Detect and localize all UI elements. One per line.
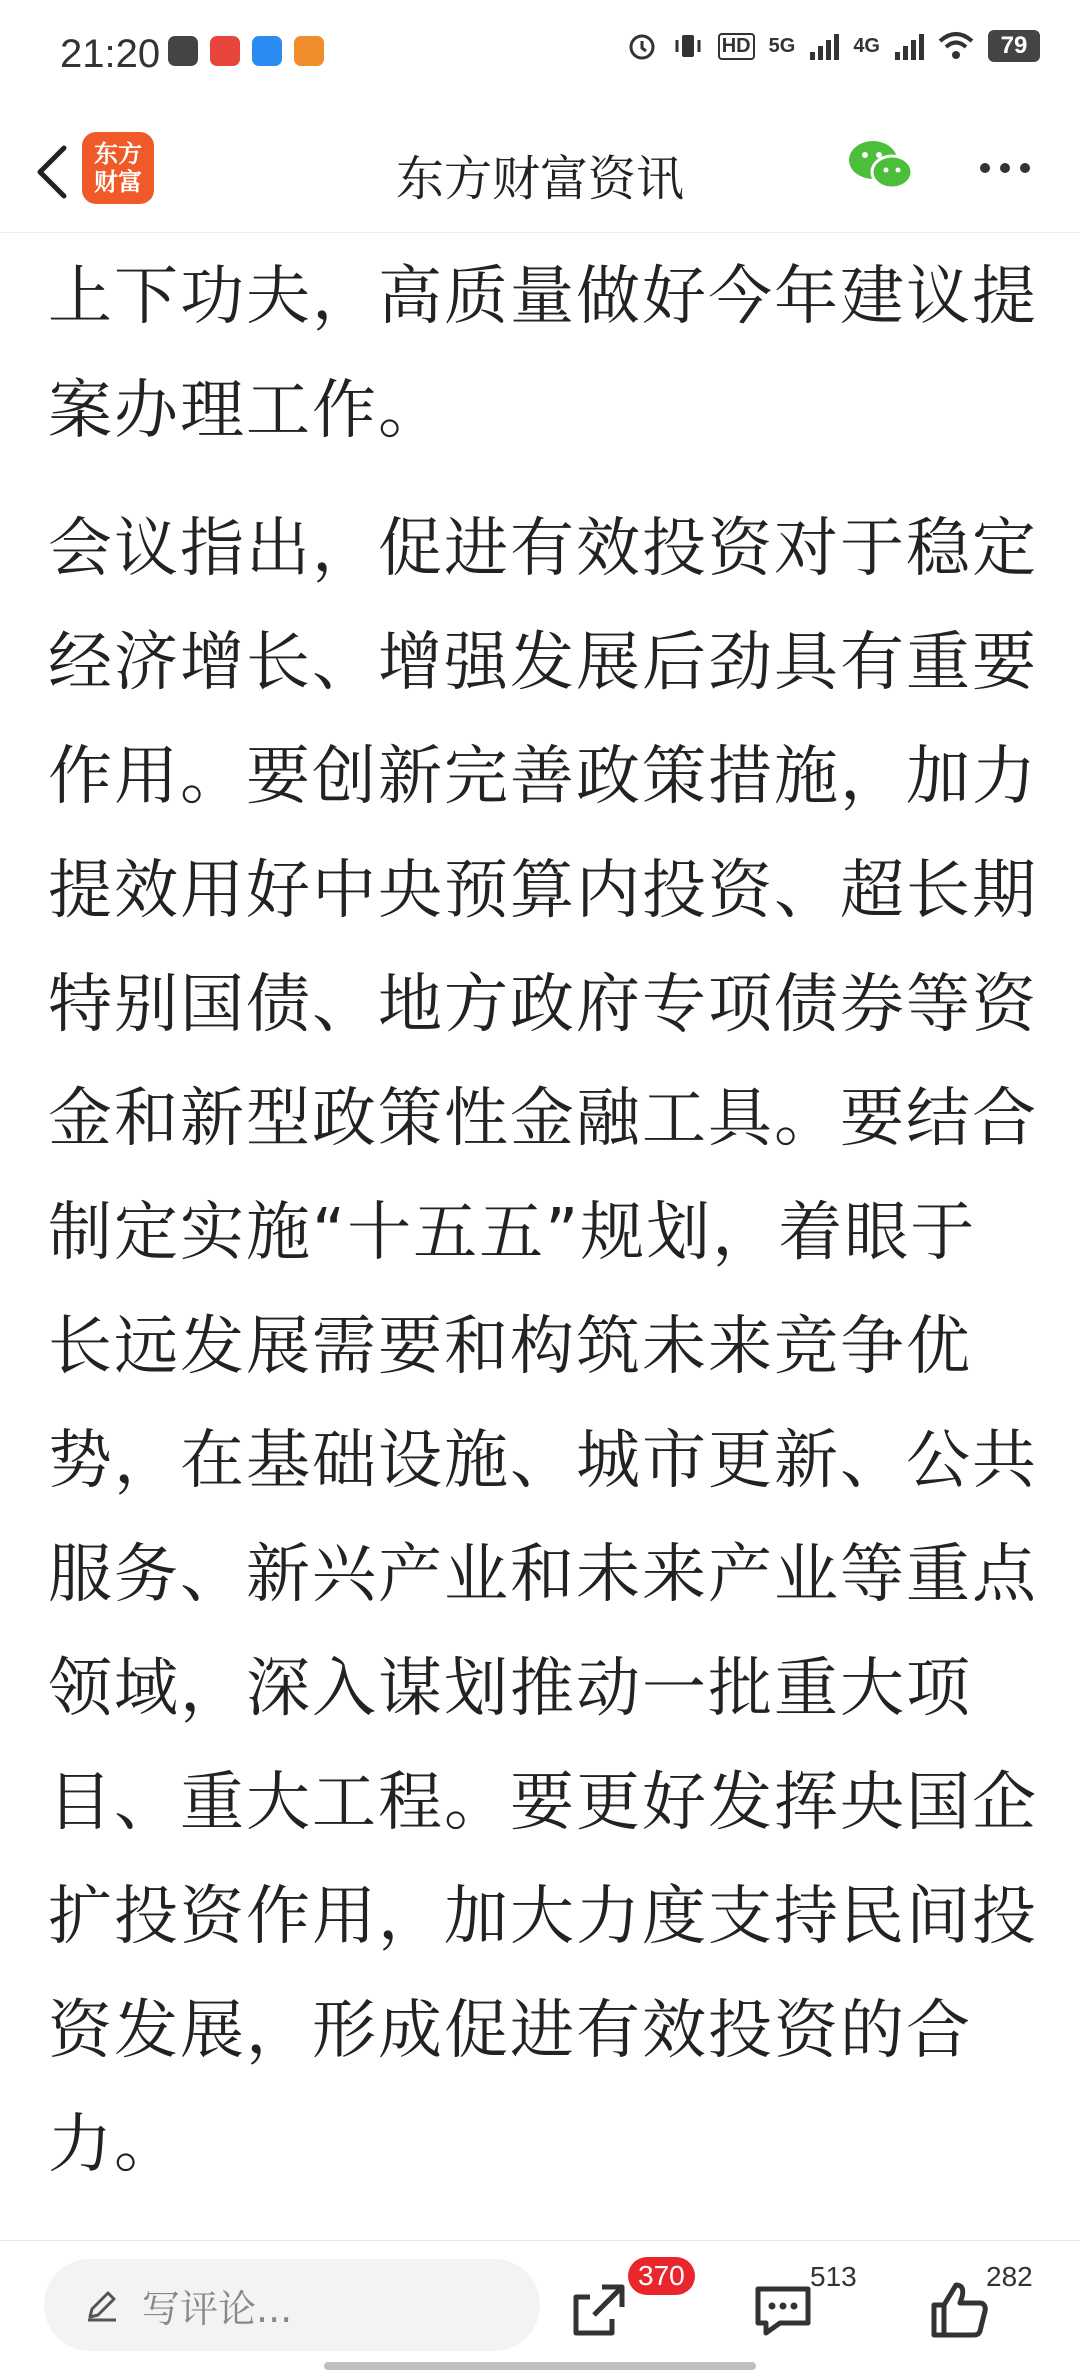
status-indicators xyxy=(626,30,1040,62)
app-notification-icon xyxy=(294,36,324,66)
thumbs-up-icon xyxy=(928,2279,990,2341)
more-dot xyxy=(1000,163,1010,173)
more-dot xyxy=(980,163,990,173)
battery-level: 79 xyxy=(988,30,1040,62)
wechat-icon xyxy=(846,136,916,196)
app-notification-icon xyxy=(168,36,198,66)
app-notification-icon xyxy=(252,36,282,66)
app-header xyxy=(0,110,1080,233)
network-4g: 4G xyxy=(853,34,880,57)
status-bar xyxy=(0,0,1080,110)
share-count-badge: 370 xyxy=(628,2257,695,2295)
share-icon xyxy=(568,2279,630,2341)
signal-icon xyxy=(809,32,839,60)
hd-label: HD xyxy=(718,33,755,60)
status-time: 21:20 xyxy=(60,32,161,76)
status-app-icons xyxy=(168,36,324,66)
article-paragraph: 上下功夫，高质量做好今年建议提案办理工作。 xyxy=(48,260,1038,448)
vibrate-icon xyxy=(672,30,704,62)
home-indicator[interactable] xyxy=(324,2362,756,2370)
comment-icon xyxy=(752,2279,814,2341)
comment-input[interactable] xyxy=(44,2259,540,2351)
more-button[interactable] xyxy=(970,138,1040,198)
network-5g: 5G xyxy=(768,34,796,57)
share-button[interactable] xyxy=(568,2279,638,2349)
alarm-icon xyxy=(626,30,658,62)
wechat-share-button[interactable] xyxy=(846,136,916,196)
article-paragraph: 会议指出，促进有效投资对于稳定经济增长、增强发展后劲具有重要作用。要创新完善政策措施，加力提效用好中央预算内投资、超长期特别国债、地方政府专项债券等资金和新型政策性金融工具。要结合制定实施“十五五”规划，着眼于长远发展需要和构筑未来竞争优势，在基础设施、城市更新、公共服务、新兴产业和未来产业等重点领域，深入谋划推动一批重大项目、重大工程。要更好发挥央国企扩投资作用，加大力度支持民间投资发展，形成促进有效投资的合力。 xyxy=(48,512,1038,2182)
page-title: 东方财富资讯 xyxy=(395,151,684,207)
article-paragraph xyxy=(48,2226,1038,2240)
more-dot xyxy=(1020,163,1030,173)
app-notification-icon xyxy=(210,36,240,66)
bottom-action-bar xyxy=(0,2240,1080,2377)
comment-count: 513 xyxy=(810,2261,857,2292)
comment-placeholder: 写评论... xyxy=(142,2286,293,2331)
article-body xyxy=(48,240,1038,2240)
like-count: 282 xyxy=(986,2261,1033,2292)
pen-icon xyxy=(84,2287,120,2323)
signal-icon xyxy=(894,32,924,60)
logo-text: 东方财富 xyxy=(94,140,142,196)
wifi-icon xyxy=(938,31,974,61)
